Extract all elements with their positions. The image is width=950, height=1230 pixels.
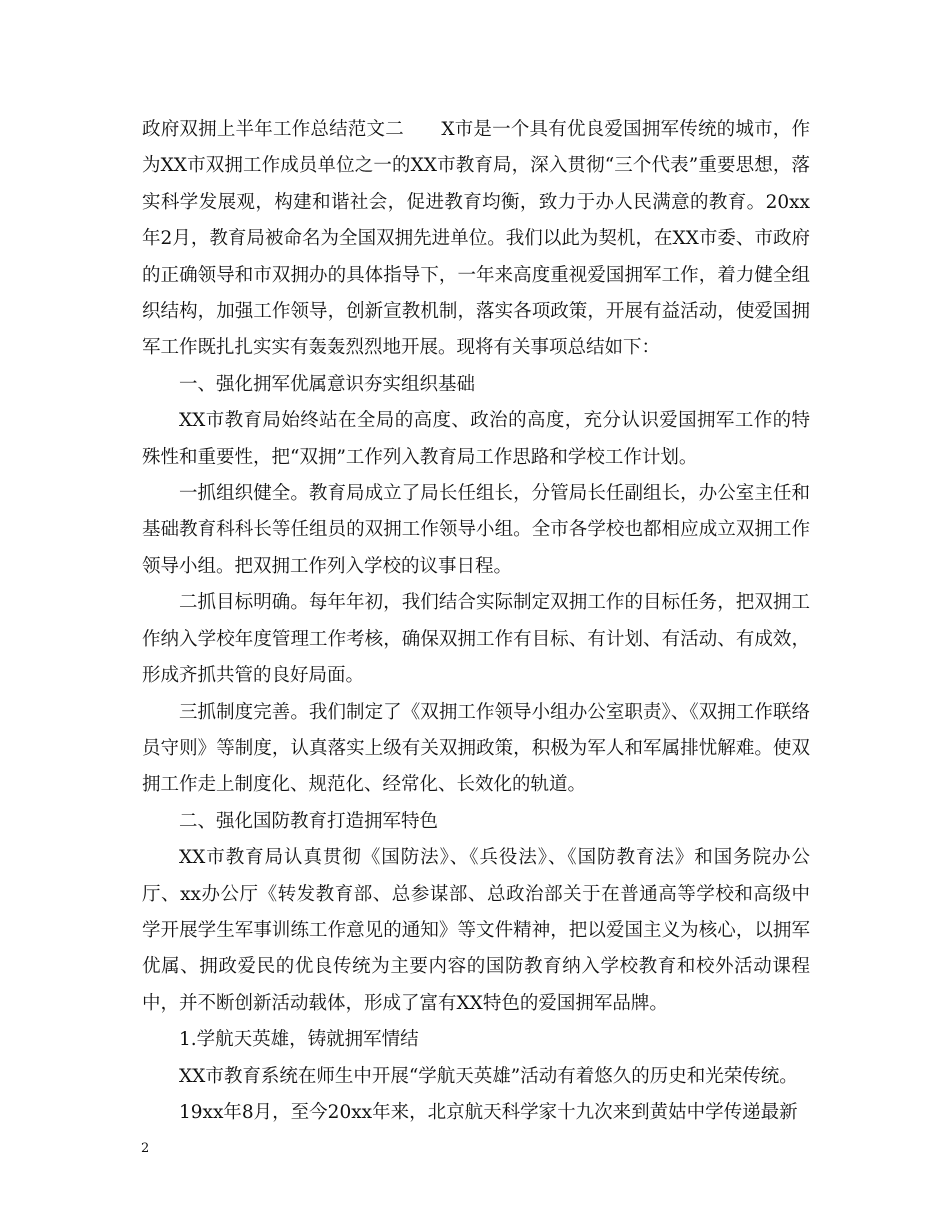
- body-paragraph: 一抓组织健全。教育局成立了局长任组长，分管局长任副组长，办公室主任和基础教育科科长等任组员的双拥工作领导小组。全市各学校也都相应成立双拥工作领导小组。把双拥工作列入学校的议事日程。: [142, 483, 810, 577]
- section-heading-1: 一、强化拥军优属意识夯实组织基础: [179, 373, 476, 395]
- body-paragraph: XX市教育局认真贯彻《国防法》、《兵役法》、《国防教育法》和国务院办公厅、xx办公厅《转发教育部、总参谋部、总政治部关于在普通高等学校和高级中学开展学生军事训练工作意见的通知》等文件精神，把以爱国主义为核心，以拥军优属、拥政爱民的优良传统为主要内容的国防教育纳入学校教育和校外活动课程中，并不断创新活动载体，形成了富有XX特色的爱国拥军品牌。: [142, 847, 810, 1014]
- body-paragraph: 19xx年8月，至今20xx年来，北京航天科学家十九次来到黄姑中学传递最新: [179, 1101, 798, 1123]
- page-number: 2: [141, 1141, 150, 1156]
- body-paragraph: 二抓目标明确。每年年初，我们结合实际制定双拥工作的目标任务，把双拥工作纳入学校年度管理工作考核，确保双拥工作有目标、有计划、有活动、有成效，形成齐抓共管的良好局面。: [142, 592, 810, 687]
- body-paragraph: 三抓制度完善。我们制定了《双拥工作领导小组办公室职责》、《双拥工作联络员守则》等制度，认真落实上级有关双拥政策，积极为军人和军属排忧解难。使双拥工作走上制度化、规范化、经常化、长效化的轨道。: [142, 701, 810, 796]
- subsection-heading: 1.学航天英雄，铸就拥军情结: [179, 1029, 419, 1051]
- document-body: [142, 112, 810, 1131]
- intro-paragraph: 政府双拥上半年工作总结范文二 X市是一个具有优良爱国拥军传统的城市，作为XX市双拥工作成员单位之一的XX市教育局，深入贯彻“三个代表”重要思想，落实科学发展观，构建和谐社会，促进教育均衡，致力于办人民满意的教育。20xx年2月，教育局被命名为全国双拥先进单位。我们以此为契机，在XX市委、市政府的正确领导和市双拥办的具体指导下，一年来高度重视爱国拥军工作，着力健全组织结构，加强工作领导，创新宣教机制，落实各项政策，开展有益活动，使爱国拥军工作既扎扎实实有轰轰烈烈地开展。现将有关事项总结如下：: [142, 119, 810, 359]
- body-paragraph: XX市教育局始终站在全局的高度、政治的高度，充分认识爱国拥军工作的特殊性和重要性，把“双拥”工作列入教育局工作思路和学校工作计划。: [142, 410, 810, 468]
- body-paragraph: XX市教育系统在师生中开展“学航天英雄”活动有着悠久的历史和光荣传统。: [179, 1065, 798, 1087]
- section-heading-2: 二、强化国防教育打造拥军特色: [179, 810, 439, 832]
